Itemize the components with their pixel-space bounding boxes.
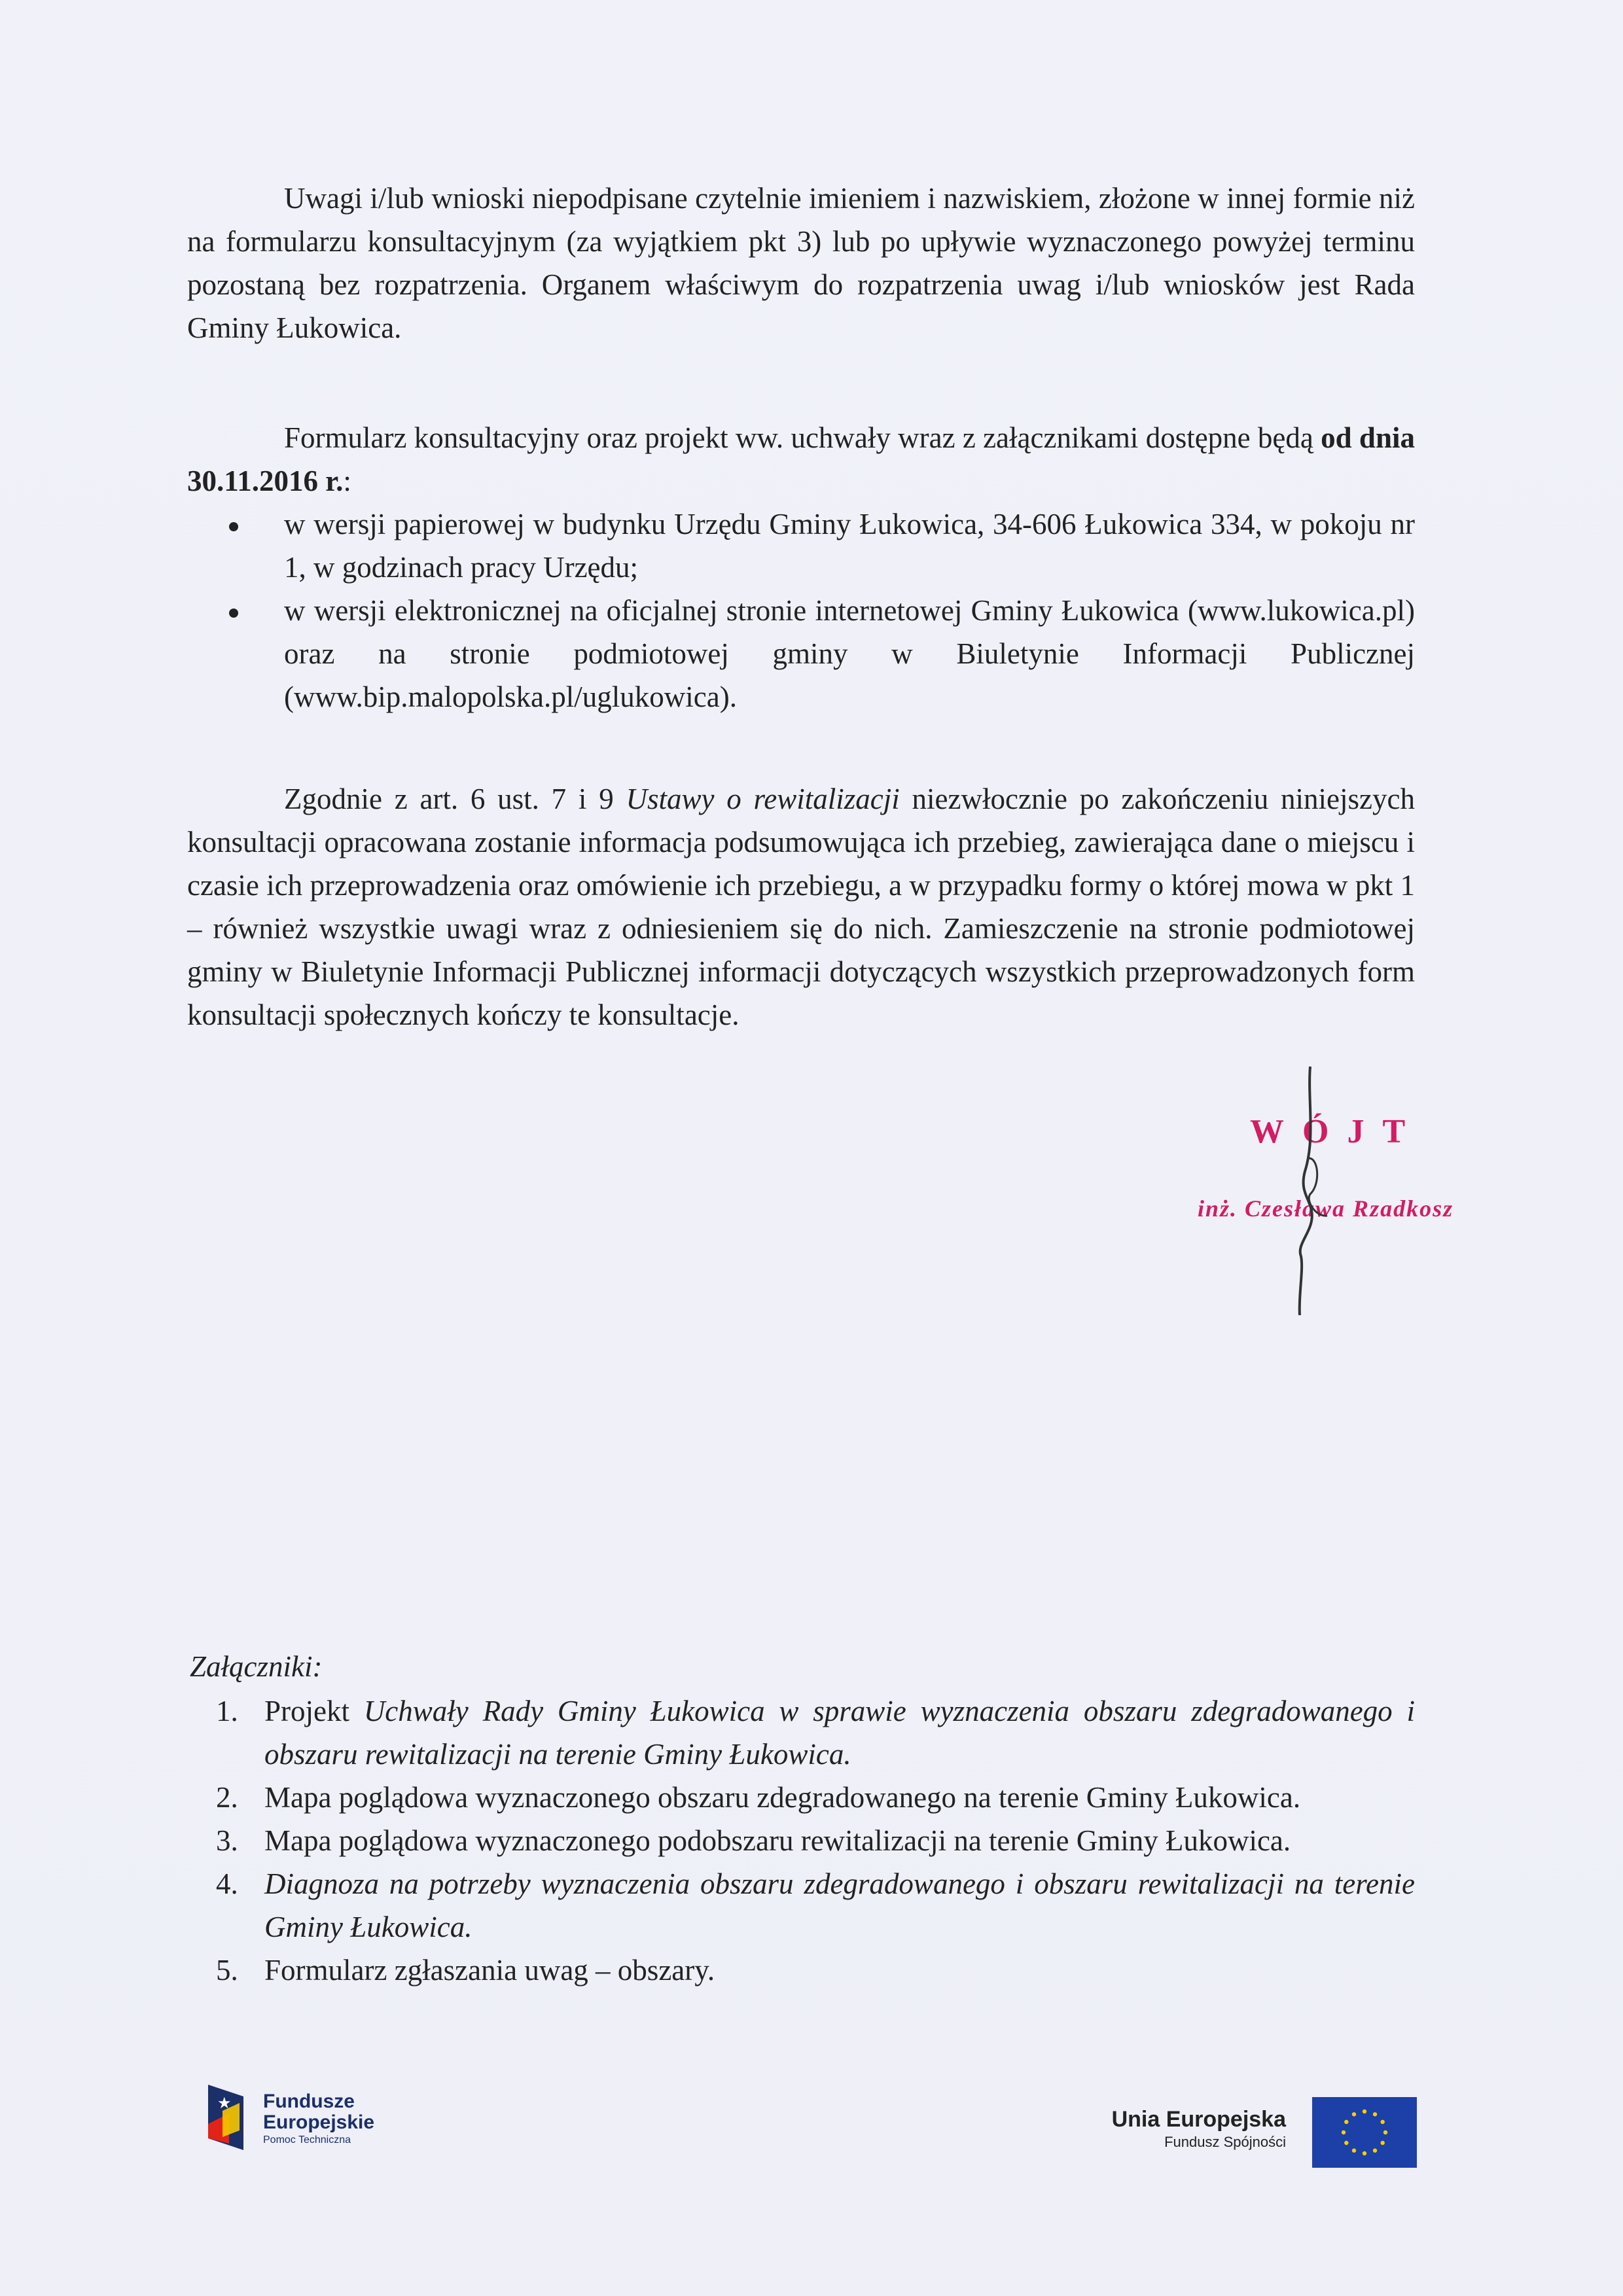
fe-flag-icon	[203, 2085, 249, 2150]
attachment-prefix: Projekt	[264, 1695, 364, 1727]
bullet-icon	[229, 522, 238, 531]
eu-star	[1373, 2112, 1377, 2116]
eu-star	[1344, 2141, 1348, 2145]
fe-line1: Fundusze	[263, 2091, 355, 2112]
paragraph-summary	[187, 777, 1415, 1036]
signature	[1270, 1060, 1348, 1322]
svg-text:★: ★	[217, 2094, 232, 2112]
attachment-title: Uchwały Rady Gminy Łukowica w sprawie wyznaczenia obszaru zdegradowanego i obszaru rewitalizacji na terenie Gminy Łukowica.	[264, 1695, 1415, 1771]
attachments-heading: Załączniki:	[190, 1650, 323, 1683]
attachment-number: 1.	[216, 1695, 238, 1727]
summary-rest: niezwłocznie po zakończeniu niniejszych konsultacji opracowana zostanie informacja podsumowująca ich przebieg, zawierająca dane o miejscu i czasie ich przeprowadzenia oraz omówienie ich przebiegu, a w przypadku formy o której mowa w pkt 1 – również wszystkie uwagi wraz z odniesieniem się do nich. Zamieszczenie na stronie podmiotowej gminy w Biuletynie Informacji Publicznej informacji dotyczących wszystkich przeprowadzonych form konsultacji społecznych kończy te konsultacje.	[187, 783, 1415, 1031]
attachment-title: Diagnoza na potrzeby wyznaczenia obszaru zdegradowanego i obszaru rewitalizacji na terenie Gminy Łukowica.	[264, 1867, 1415, 1943]
eu-star	[1344, 2120, 1348, 2124]
attachment-item	[187, 1862, 1415, 1949]
eu-star	[1352, 2149, 1356, 2153]
attachment-number: 4.	[216, 1867, 238, 1900]
list-item-text: w wersji elektronicznej na oficjalnej stronie internetowej Gminy Łukowica (www.lukowica.pl) oraz na stronie podmiotowej gminy w Biuletynie Informacji Publicznej (www.bip.malopolska.pl/uglukowica).	[284, 594, 1415, 713]
availability-list	[187, 503, 1415, 718]
unia-europejska-logo	[1106, 2097, 1417, 2169]
availability-trail: :	[343, 465, 351, 497]
attachment-item	[187, 1776, 1415, 1819]
stamp-name: inż. Czesława Rzadkosz	[1198, 1195, 1454, 1222]
fe-line2: Europejskie	[263, 2111, 375, 2133]
eu-title: Unia Europejska	[1111, 2107, 1286, 2132]
list-item-text: w wersji papierowej w budynku Urzędu Gminy Łukowica, 34-606 Łukowica 334, w pokoju nr 1, w godzinach pracy Urzędu;	[284, 508, 1415, 584]
stamp-title: WÓJT	[1250, 1113, 1424, 1150]
eu-star	[1352, 2112, 1356, 2116]
act-title: Ustawy o rewitalizacji	[626, 783, 900, 815]
eu-star	[1342, 2130, 1346, 2134]
availability-date: od dnia 30.11.2016 r.	[187, 421, 1415, 497]
eu-star	[1373, 2149, 1377, 2153]
attachment-item	[187, 1689, 1415, 1776]
list-item	[187, 589, 1415, 718]
eu-subtitle: Fundusz Spójności	[1164, 2134, 1286, 2150]
paragraph-availability	[187, 416, 1415, 503]
paragraph-remarks: Uwagi i/lub wnioski niepodpisane czytelnie imieniem i nazwiskiem, złożone w innej formie niż na formularzu konsultacyjnym (za wyjątkiem pkt 3) lub po upływie wyznaczonego powyżej terminu pozostaną bez rozpatrzenia. Organem właściwym do rozpatrzenia uwag i/lub wniosków jest Rada Gminy Łukowica.	[187, 182, 1415, 344]
eu-star	[1363, 2110, 1366, 2113]
summary-lead: Zgodnie z art. 6 ust. 7 i 9	[284, 783, 626, 815]
attachment-text: Mapa poglądowa wyznaczonego podobszaru rewitalizacji na terenie Gminy Łukowica.	[264, 1824, 1291, 1857]
attachment-item	[187, 1949, 1415, 1992]
fe-subtitle: Pomoc Techniczna	[263, 2134, 351, 2146]
list-item	[187, 503, 1415, 589]
attachment-text: Mapa poglądowa wyznaczonego obszaru zdegradowanego na terenie Gminy Łukowica.	[264, 1781, 1301, 1814]
eu-star	[1383, 2130, 1387, 2134]
attachment-item	[187, 1819, 1415, 1862]
eu-star	[1381, 2141, 1385, 2145]
eu-star	[1381, 2120, 1385, 2124]
attachment-number: 2.	[216, 1781, 238, 1814]
eu-star	[1363, 2151, 1366, 2155]
availability-lead: Formularz konsultacyjny oraz projekt ww. uchwały wraz z załącznikami dostępne będą	[284, 421, 1321, 454]
fe-text	[263, 2091, 374, 2147]
attachment-number: 3.	[216, 1824, 238, 1857]
attachment-number: 5.	[216, 1954, 238, 1987]
fundusze-europejskie-logo	[203, 2078, 399, 2157]
attachment-text: Formularz zgłaszania uwag – obszary.	[264, 1954, 715, 1987]
bullet-icon	[229, 609, 238, 618]
eu-flag-background	[1312, 2097, 1417, 2168]
attachments-list	[187, 1689, 1415, 1992]
eu-flag-icon	[1312, 2097, 1417, 2168]
eu-text	[1112, 2106, 1286, 2152]
